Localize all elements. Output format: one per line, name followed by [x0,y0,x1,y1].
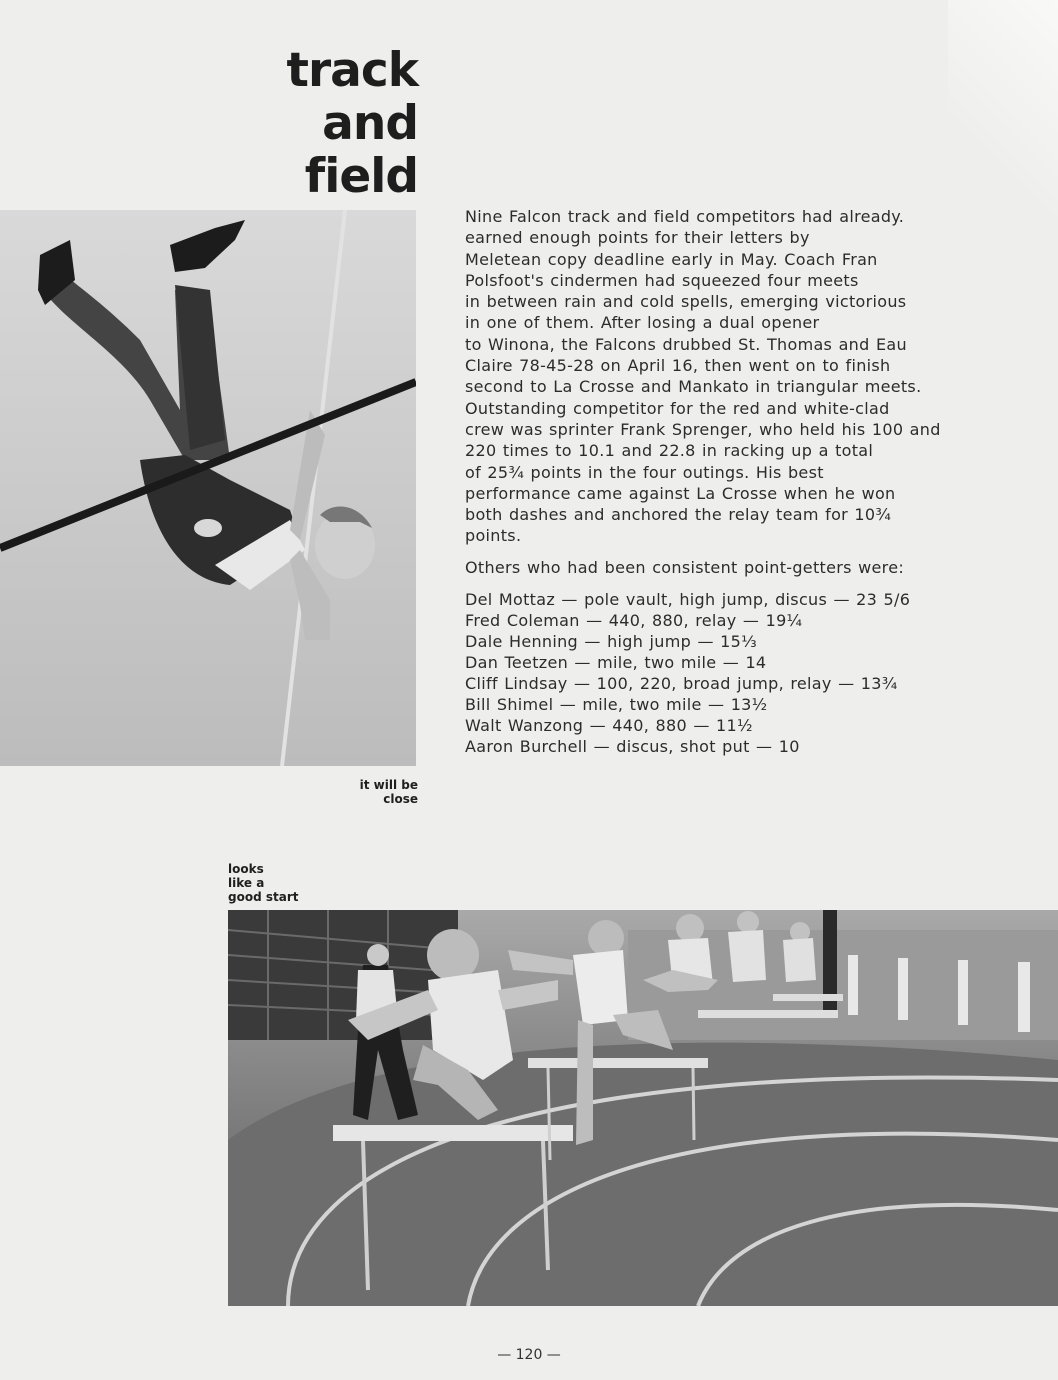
caption-line: it will be [359,778,418,792]
article-line: in between rain and cold spells, emerging victorious [465,292,907,312]
article-body [465,206,1005,757]
point-getter-item: Cliff Lindsay — 100, 220, broad jump, relay — 13¾ [465,674,898,694]
article-line: Outstanding competitor for the red and white-clad [465,398,890,418]
point-getter-item: Dale Henning — high jump — 15⅓ [465,632,757,652]
point-getters-intro: Others who had been consistent point-getters were: [465,557,905,577]
point-getter-item: Fred Coleman — 440, 880, relay — 19¼ [465,611,803,631]
article-line: Polsfoot's cindermen had squeezed four meets [465,270,859,290]
hurdles-caption [228,862,298,904]
point-getters-list [465,589,1005,757]
point-getter-item: Bill Shimel — mile, two mile — 13½ [465,695,768,715]
title-line-3: field [304,149,418,204]
article-line: second to La Crosse and Mankato in triangular meets. [465,377,922,397]
hurdles-photo [228,910,1058,1306]
article-line: of 25¾ points in the four outings. His best [465,462,824,482]
page-number: — 120 — [497,1347,561,1363]
page-corner-shade [948,0,1058,220]
article-paragraph [465,206,1005,547]
point-getter-item: Walt Wanzong — 440, 880 — 11½ [465,716,753,736]
article-line: Meletean copy deadline early in May. Coach Fran [465,249,878,269]
title-line-2: and [322,96,418,151]
high-jump-caption [360,778,418,806]
caption-line: good start [228,890,299,904]
point-getter-item: Aaron Burchell — discus, shot put — 10 [465,737,800,757]
article-line: to Winona, the Falcons drubbed St. Thomas and Eau [465,334,907,354]
caption-line: looks [228,862,264,876]
page-title [287,44,418,203]
article-line: both dashes and anchored the relay team for 10¾ [465,505,892,525]
point-getter-item: Del Mottaz — pole vault, high jump, discus — 23 5/6 [465,590,911,610]
point-getter-item: Dan Teetzen — mile, two mile — 14 [465,653,767,673]
caption-line: close [383,792,418,806]
title-line-1: track [286,43,418,98]
article-line: 220 times to 10.1 and 22.8 in racking up a total [465,441,874,461]
article-line: crew was sprinter Frank Sprenger, who held his 100 and [465,419,941,439]
caption-line: like a [228,876,265,890]
article-line: Claire 78-45-28 on April 16, then went on to finish [465,356,891,376]
article-line: in one of them. After losing a dual opener [465,313,820,333]
high-jump-photo [0,210,416,766]
article-line: points. [465,526,522,546]
article-line: earned enough points for their letters by [465,228,810,248]
article-line: performance came against La Crosse when he won [465,483,896,503]
article-line: Nine Falcon track and field competitors had already. [465,207,905,226]
